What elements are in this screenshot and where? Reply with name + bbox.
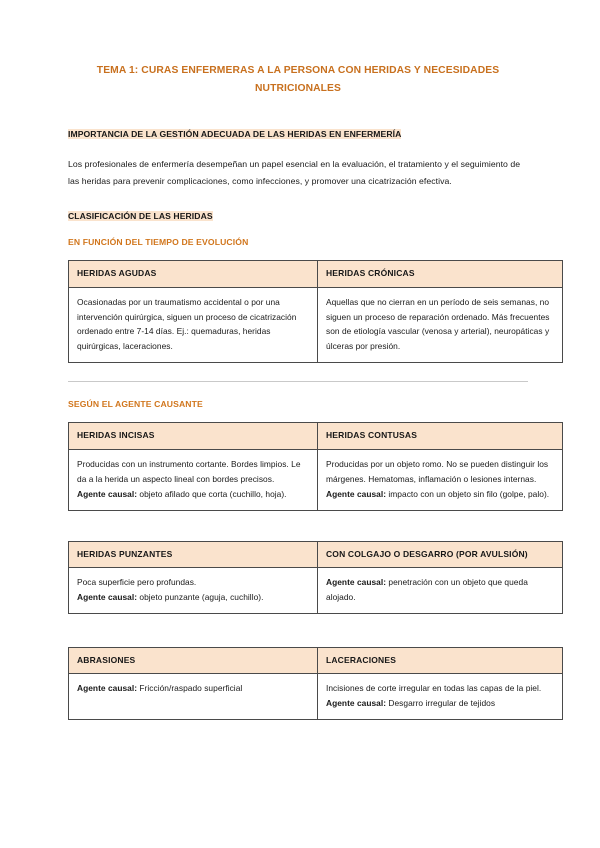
cell-agent-line [77,681,309,696]
table-header-cell: HERIDAS CRÓNICAS [318,261,563,287]
table-row [69,287,563,363]
cell-agent-line [326,575,554,605]
cell-agent-value: impacto con un objeto sin filo (golpe, palo). [386,488,550,499]
table-row [69,674,563,720]
section-divider [68,381,528,382]
table-cell: Ocasionadas por un traumatismo accidental o por una intervención quirúrgica, siguen un proceso de cicatrización ordenado entre 7-14 días. Ej.: quemaduras, heridas quirúrgicas, laceraciones. [69,287,318,363]
table-row [69,568,563,614]
table-incisas-contusas [68,422,563,510]
table-gap [68,511,528,541]
cell-agent-value: penetración con un objeto que queda alojado. [326,577,528,603]
cell-description: Poca superficie pero profundas. [77,577,197,588]
cell-agent-line [77,487,309,502]
table-cell [318,674,563,720]
table-header-cell: ABRASIONES [69,647,318,673]
cell-agent-label: Agente causal: [77,488,138,499]
cell-agent-line [77,590,309,605]
cell-agent-label: Agente causal: [77,592,138,603]
table-header-cell: LACERACIONES [318,647,563,673]
cell-agent-label: Agente causal: [326,488,387,499]
cell-agent-label: Agente causal: [77,683,138,694]
cell-description: Producidas con un instrumento cortante. Bordes limpios. Le da a la herida un aspecto lineal con bordes precisos. [77,458,301,484]
table-tiempo-de-evolucion [68,260,563,363]
subsection-heading-agent: SEGÚN EL AGENTE CAUSANTE [68,399,203,410]
table-header-row [69,261,563,287]
cell-agent-value: Fricción/raspado superficial [137,683,243,694]
subsection-heading-time: EN FUNCIÓN DEL TIEMPO DE EVOLUCIÓN [68,237,249,248]
section-heading-importance: IMPORTANCIA DE LA GESTIÓN ADECUADA DE LAS HERIDAS EN ENFERMERÍA [68,129,402,140]
cell-agent-label: Agente causal: [326,577,387,588]
table-cell [318,449,563,510]
table-header-cell: HERIDAS CONTUSAS [318,423,563,449]
table-gap [68,614,528,647]
intro-paragraph: Los profesionales de enfermería desempeñan un papel esencial en la evaluación, el tratamiento y el seguimiento de las heridas para prevenir complicaciones, como infecciones, y promover una cicatrización efectiva. [68,158,521,186]
table-cell [69,568,318,614]
table-header-row [69,423,563,449]
table-cell [69,449,318,510]
table-cell [318,568,563,614]
page-title: TEMA 1: CURAS ENFERMERAS A LA PERSONA CON HERIDAS Y NECESIDADES NUTRICIONALES [96,65,500,95]
cell-description: Incisiones de corte irregular en todas las capas de la piel. [326,683,542,694]
table-header-cell: HERIDAS PUNZANTES [69,541,318,567]
cell-agent-value: objeto punzante (aguja, cuchillo). [137,592,264,603]
section-heading-classification-row [68,206,528,225]
table-header-cell: HERIDAS INCISAS [69,423,318,449]
table-abrasiones-laceraciones [68,647,563,720]
section-heading-importance-row [68,124,528,143]
table-header-cell: HERIDAS AGUDAS [69,261,318,287]
cell-agent-line [326,487,554,502]
cell-description: Producidas por un objeto romo. No se pueden distinguir los márgenes. Hematomas, inflamación o lesiones internas. [326,458,549,484]
cell-agent-value: Desgarro irregular de tejidos [386,698,496,709]
table-cell [69,674,318,720]
section-heading-classification: CLASIFICACIÓN DE LAS HERIDAS [68,211,213,222]
table-header-row [69,541,563,567]
table-punzantes-avulsion [68,541,563,614]
table-row [69,449,563,510]
cell-agent-value: objeto afilado que corta (cuchillo, hoja). [137,488,287,499]
table-header-row [69,647,563,673]
table-cell: Aquellas que no cierran en un período de seis semanas, no siguen un proceso de reparación ordenado. Más frecuentes son de etiología vascular (venosa y arterial), neuropáticas y úlceras por presión. [318,287,563,363]
cell-agent-label: Agente causal: [326,698,387,709]
table-header-cell: CON COLGAJO O DESGARRO (POR AVULSIÓN) [318,541,563,567]
cell-agent-line [326,696,554,711]
